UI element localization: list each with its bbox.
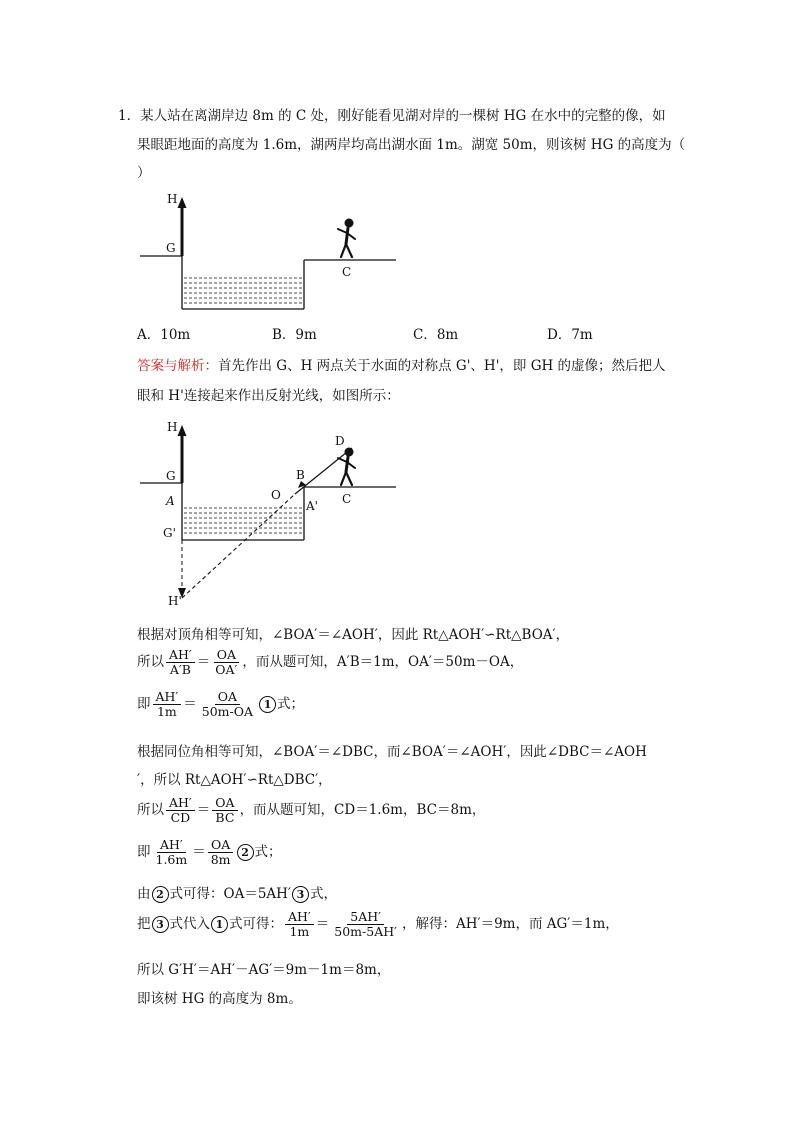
label-g: G [166,241,176,255]
tree-arrow [178,425,187,483]
label-c: C [342,492,352,506]
lake-water [184,278,302,303]
option-c: C．8m [413,327,459,343]
option-a: A．10m [137,327,191,343]
label-h-prime: H' [168,594,182,608]
virtual-image-line [178,540,186,598]
answer-line-1: 答案与解析：首先作出 G、H 两点关于水面的对称点 G'、H'，即 GH 的虚像；然后把人 [137,358,666,374]
circled-number: 2 [152,886,169,903]
solution-line-7: 即 $\frac{AH'}{1.6m}$ ＝ $\frac{OA}{8m}$ 2 式； [137,837,282,867]
answer-heading: 答案与解析： [137,358,218,374]
fraction: $\frac{AH'}{1m}$ [153,690,182,719]
solution-line-9: 把 3 式代入 1 式可得： $\frac{AH'}{1m}$ ＝ $\frac{5AH'}{50m-5AH'}$ ，解得：AH′＝9m，而 AG′＝1m， [137,909,619,939]
answer-line-2: 眼和 H'连接起来作出反射光线，如图所示： [137,388,400,404]
fraction: $\frac{AH'}{1.6m}$ [155,837,188,867]
question-line-1: 1．某人站在离湖岸边 8m 的 C 处，刚好能看见湖对岸的一棵树 HG 在水中的完整的像，如 [118,108,666,124]
person-icon [338,448,355,486]
fraction: $\frac{AH'}{1m}$ [285,910,314,939]
label-h: H [167,420,178,434]
label-h: H [167,192,178,206]
solution-line-11: 即该树 HG 的高度为 8m。 [137,991,302,1007]
label-d: D [335,434,345,448]
label-c: C [342,265,352,279]
fraction: $\frac{OA}{OA'}$ [215,647,238,677]
label-a-prime: A' [306,499,318,513]
label-b: B [296,468,305,482]
question-number: 1． [118,108,141,124]
circled-number: 3 [292,886,309,903]
question-line-3: ） [137,165,151,181]
fraction: $\frac{OA}{BC}$ [212,796,237,825]
solution-line-2: 所以 $\frac{AH'}{A'B}$ ＝ $\frac{OA}{OA'}$ ，而从题可知，A′B＝1m，OA′＝50m－OA， [137,647,524,677]
option-b: B．9m [272,327,317,343]
solution-line-6: 所以 $\frac{AH'}{CD}$ ＝ $\frac{OA}{BC}$ ，而从题可知，CD＝1.6m，BC＝8m， [137,795,486,825]
dashed-ray-h-prime-to-o [182,494,295,598]
question-line-2: 果眼距地面的高度为 1.6m，湖两岸均高出湖水面 1m。湖宽 50m，则该树 HG 的高度为（ [137,137,686,153]
solution-line-8: 由 2 式可得：OA＝5AH′ 3 式， [137,886,337,902]
circled-number: 3 [152,916,169,933]
circled-number: 2 [237,844,254,861]
label-o: O [271,488,281,502]
solution-line-1: 根据对顶角相等可知，∠BOA′＝∠AOH′，因此 Rt△AOH′∽Rt△BOA′， [137,627,570,643]
label-g: G [166,469,176,483]
tree-arrow [178,197,187,256]
fraction: $\frac{OA}{8m}$ [208,838,234,867]
person-icon [338,219,355,258]
solution-line-10: 所以 G′H′＝AH′－AG′＝9m－1m＝8m， [137,962,391,978]
solution-line-3: 即 $\frac{AH'}{1m}$ ＝ $\frac{OA}{50m-OA}$ 1 式； [137,689,305,719]
solution-line-4: 根据同位角相等可知，∠BOA′＝∠DBC，而∠BOA′＝∠AOH′，因此∠DBC＝∠AOH [137,744,647,760]
fraction: $\frac{AH'}{A'B}$ [166,648,195,677]
fraction: $\frac{AH'}{CD}$ [166,796,195,825]
option-d: D．7m [547,327,593,343]
fraction: $\frac{OA}{50m-OA}$ [201,689,254,719]
label-g-prime: G' [163,526,176,540]
circled-number: 1 [211,916,228,933]
circled-number: 1 [259,696,276,713]
fraction: $\frac{5AH'}{50m-5AH'}$ [334,909,397,939]
figure-reflection-diagram [130,412,410,612]
solution-line-5: ′，所以 Rt△AOH′∽Rt△DBC′， [137,772,332,788]
figure-lake-problem [130,188,410,320]
lake-water [184,508,302,533]
label-a: A [166,494,175,508]
